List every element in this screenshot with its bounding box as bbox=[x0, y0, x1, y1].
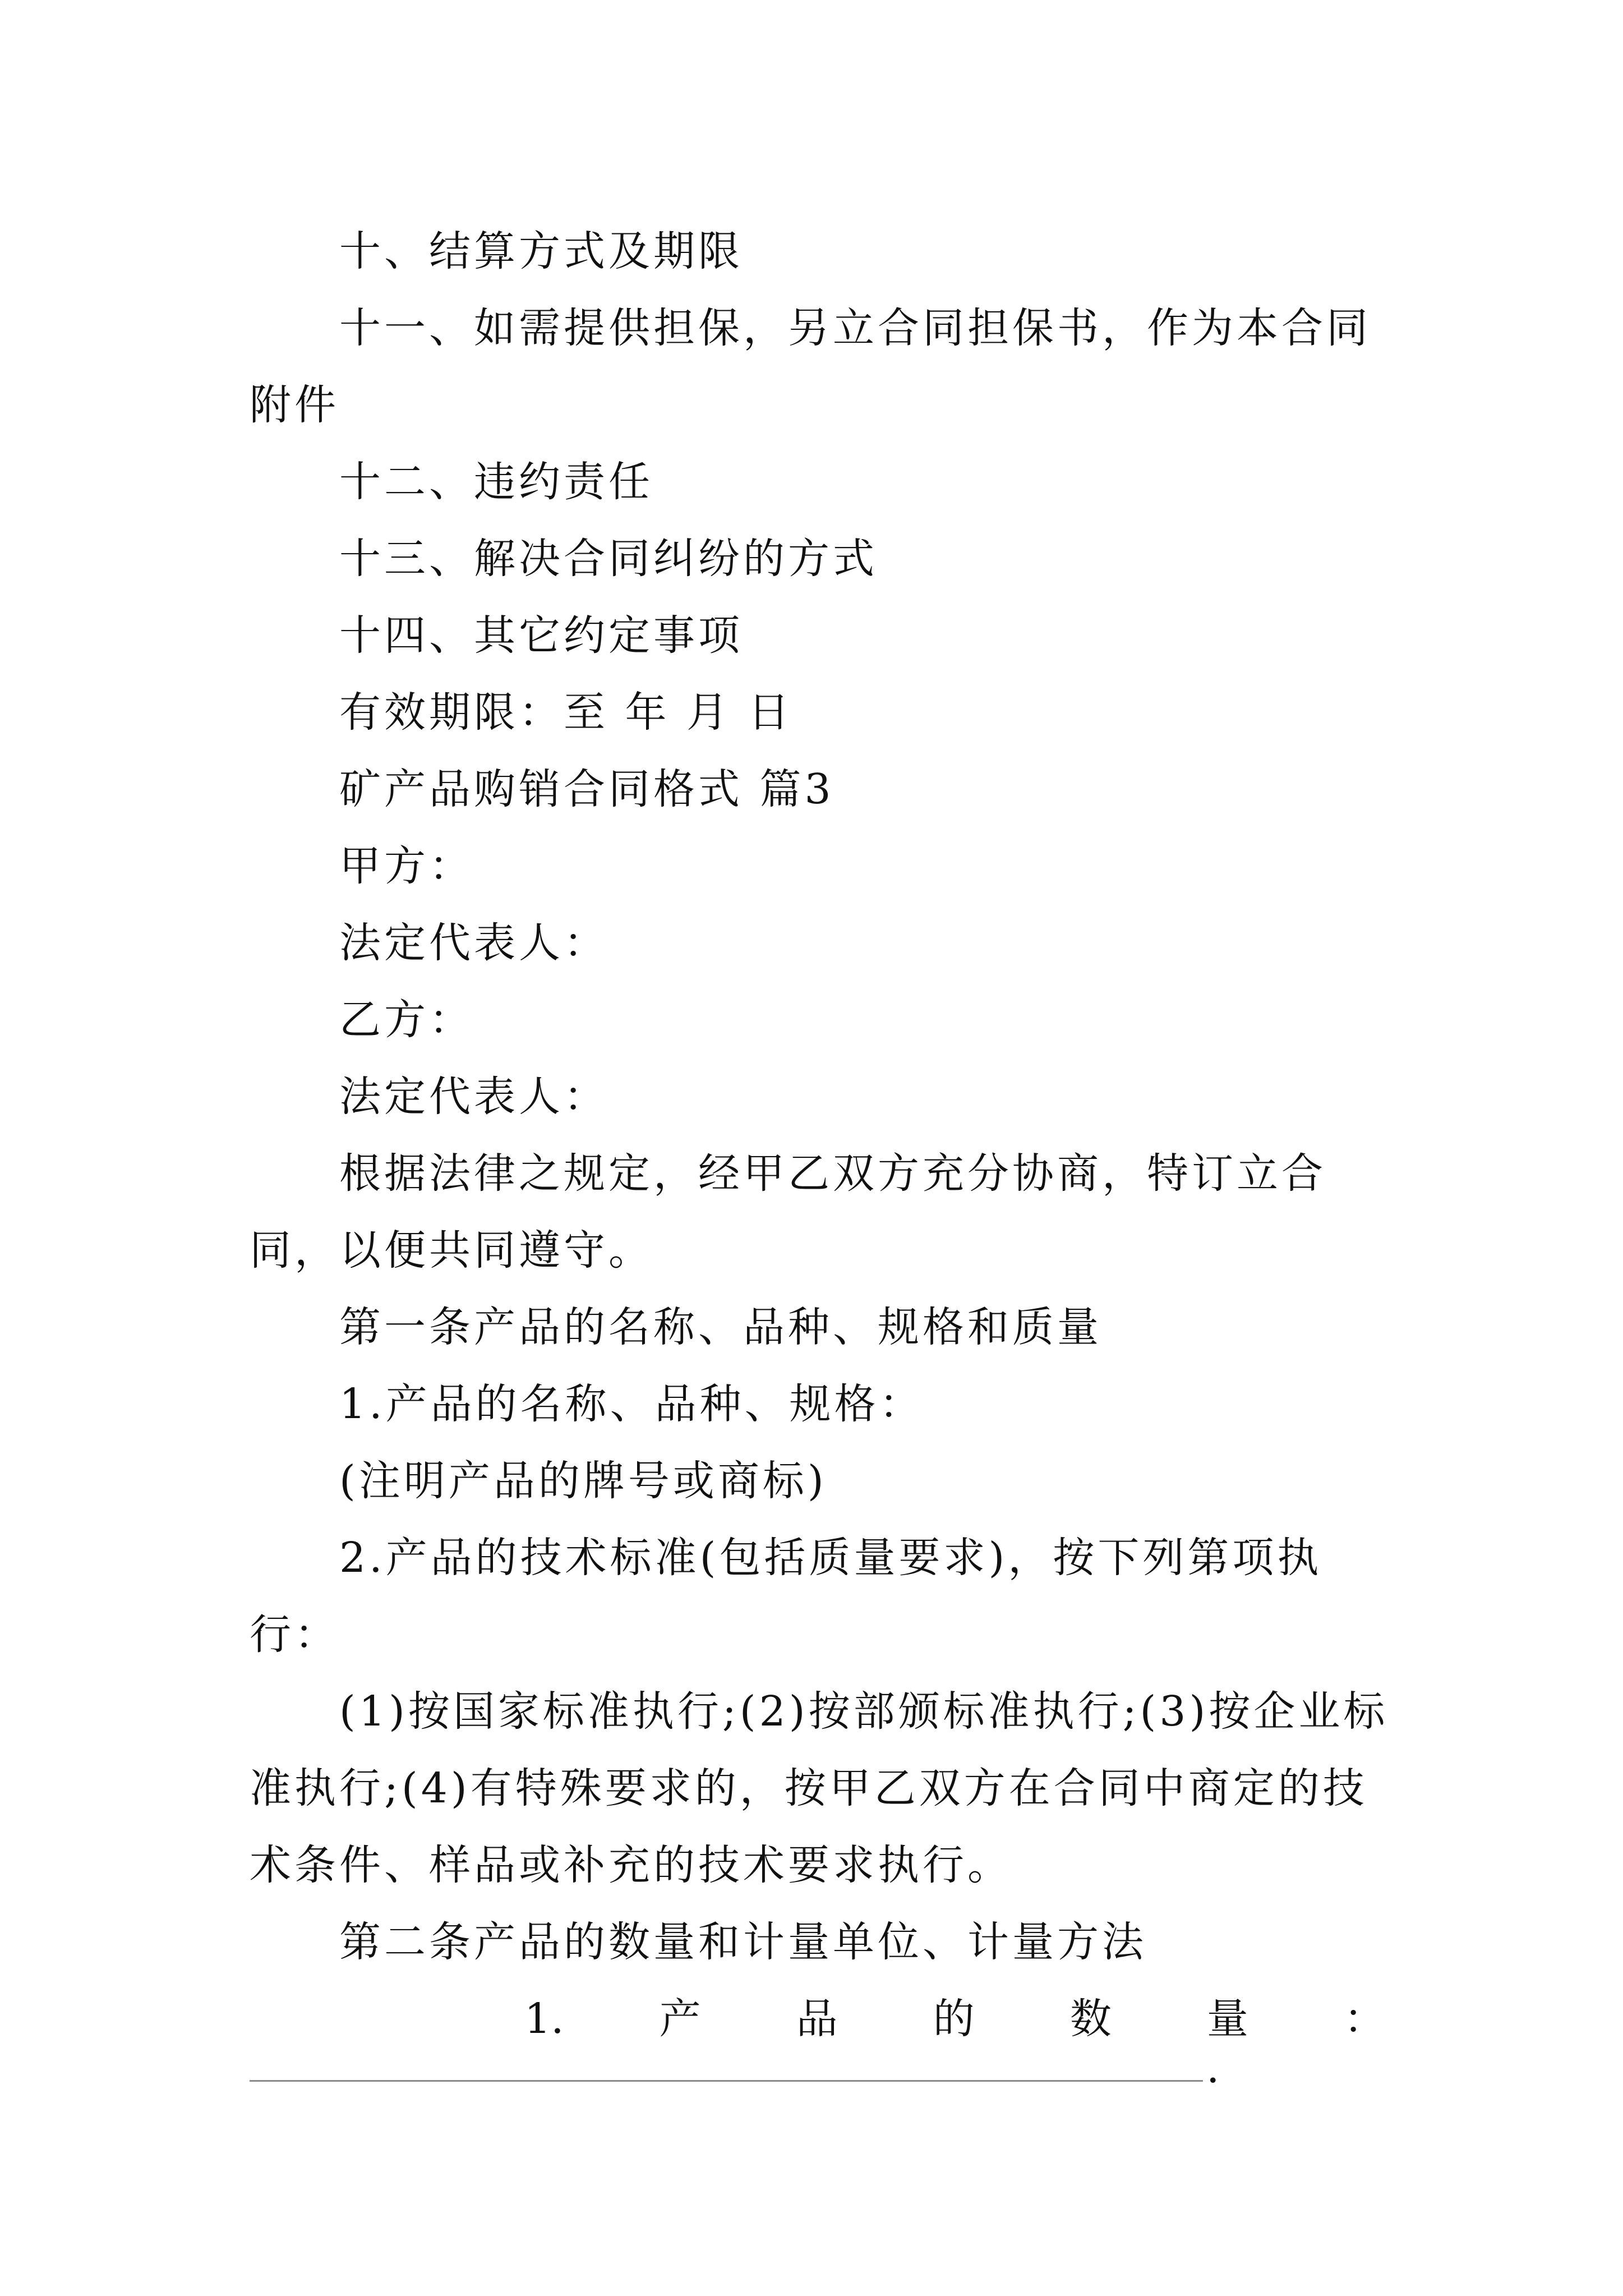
blank-end-period: . bbox=[1206, 2044, 1220, 2092]
document-body bbox=[250, 213, 1391, 2108]
article-1-item-1: 1.产品的名称、品种、规格： bbox=[339, 1380, 924, 1428]
clause-settlement: 十、结算方式及期限 bbox=[339, 227, 743, 275]
clause-other: 十四、其它约定事项 bbox=[339, 611, 743, 660]
validity-period: 有效期限：至 年 月 日 bbox=[339, 688, 793, 737]
standards-options: (1)按国家标准执行;(2)按部颁标准执行;(3)按企业标准执行;(4)有特殊要求的，按甲乙双方在合同中商定的技术条件、样品或补充的技术要求执行。 bbox=[250, 1687, 1389, 1889]
quantity-token: 量 bbox=[1206, 1995, 1248, 2043]
brand-note: (注明产品的牌号或商标) bbox=[339, 1457, 827, 1505]
article-2-heading: 第二条产品的数量和计量单位、计量方法 bbox=[339, 1918, 1147, 1966]
quantity-line bbox=[250, 1981, 1391, 2058]
party-b-representative: 法定代表人： bbox=[339, 1073, 608, 1121]
article-1-item-2: 2.产品的技术标准(包括质量要求)，按下列第项执行： bbox=[250, 1534, 1322, 1659]
fill-in-blank bbox=[250, 2044, 1391, 2108]
blank-underline bbox=[250, 2080, 1203, 2082]
clause-dispute: 十三、解决合同纠纷的方式 bbox=[339, 535, 878, 583]
quantity-token: 数 bbox=[1069, 1995, 1112, 2043]
quantity-token: 产 bbox=[659, 1995, 701, 2043]
quantity-token: 1. bbox=[524, 1995, 564, 2043]
preamble: 根据法律之规定，经甲乙双方充分协商，特订立合同，以便共同遵守。 bbox=[250, 1149, 1326, 1274]
party-a: 甲方： bbox=[339, 842, 474, 890]
quantity-token: 品 bbox=[796, 1995, 838, 2043]
party-b: 乙方： bbox=[339, 996, 474, 1044]
section-heading: 矿产品购销合同格式 篇3 bbox=[339, 765, 834, 813]
quantity-token: ： bbox=[1343, 1995, 1385, 2043]
party-a-representative: 法定代表人： bbox=[339, 919, 608, 967]
article-1-heading: 第一条产品的名称、品种、规格和质量 bbox=[339, 1303, 1102, 1351]
quantity-token: 的 bbox=[933, 1995, 975, 2043]
clause-liability: 十二、违约责任 bbox=[339, 458, 653, 506]
clause-guarantee: 十一、如需提供担保，另立合同担保书，作为本合同附件 bbox=[250, 304, 1371, 429]
